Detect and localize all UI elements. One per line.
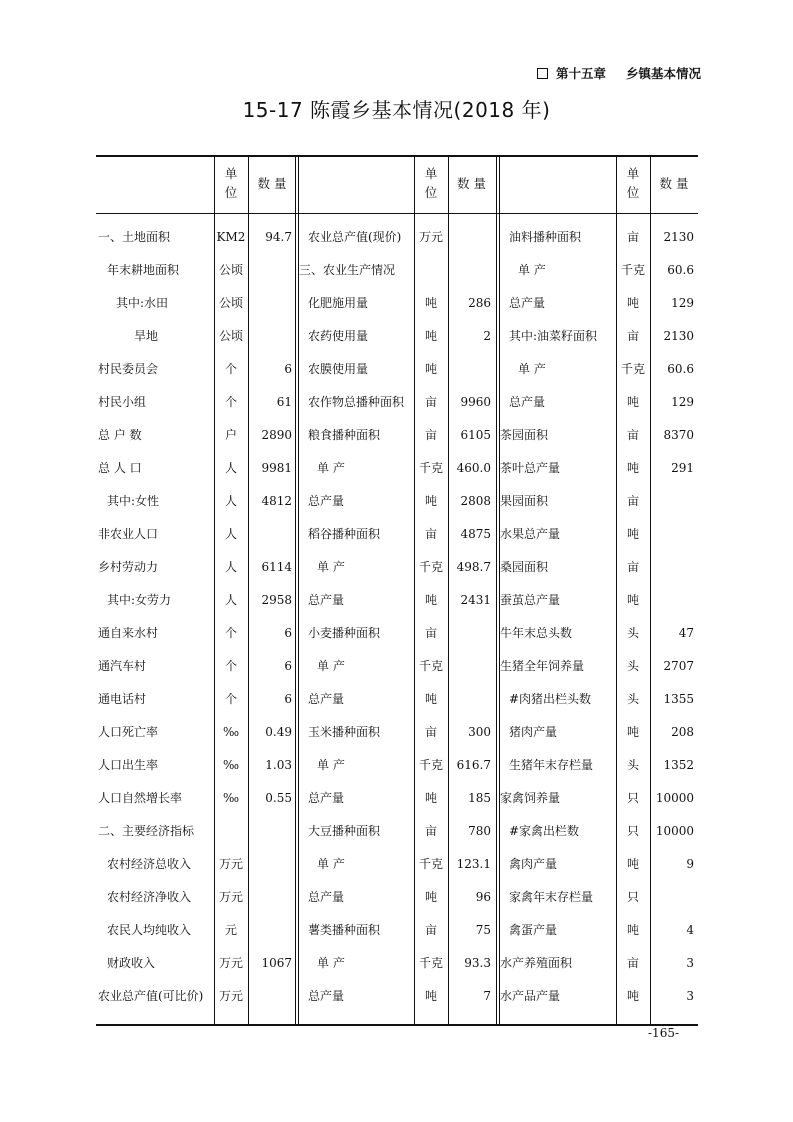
table-bottom-rule [96,1024,698,1026]
unit-cell: 亩 [626,329,639,343]
table-row [96,913,698,946]
quantity-cell: 1355 [663,691,694,706]
item-label: #肉猪出栏头数 [509,692,592,706]
item-label: 桑园面积 [500,560,549,574]
section-label: 乡镇基本情况 [625,66,701,81]
item-label: 单 产 [317,560,345,574]
unit-cell: 千克 [620,263,645,277]
quantity-cell: 4 [686,922,694,937]
quantity-cell: 460.0 [456,460,491,475]
item-label: 单 产 [317,956,345,970]
quantity-cell: 300 [468,724,491,739]
header-quantity: 数 量 [257,175,287,191]
item-label: 三、农业生产情况 [299,263,396,277]
unit-cell: 吨 [626,461,639,475]
unit-cell: 头 [626,692,639,706]
item-label: 小麦播种面积 [308,626,381,640]
quantity-cell: 94.7 [265,229,292,244]
table-row [96,781,698,814]
unit-cell: 千克 [418,758,443,772]
unit-cell: 公顷 [218,296,243,310]
table-row [96,616,698,649]
quantity-cell [650,517,694,550]
quantity-cell [248,253,292,286]
item-label: 牛年末总头数 [500,626,573,640]
unit-cell [214,814,248,847]
quantity-cell [650,583,694,616]
quantity-cell: 9981 [261,460,292,475]
unit-cell: 人 [224,461,237,475]
unit-cell: 吨 [424,362,437,376]
table-row [96,286,698,319]
item-label: 化肥施用量 [308,296,369,310]
unit-cell: 个 [224,395,237,409]
quantity-cell [248,979,292,1012]
table-header-rule [96,213,698,214]
item-label: 总产量 [509,395,546,409]
item-label: 家禽饲养量 [500,791,561,805]
quantity-cell: 6 [284,361,292,376]
item-label: 村民小组 [98,395,147,409]
unit-cell: 亩 [626,494,639,508]
quantity-cell: 208 [671,724,694,739]
item-label: 薯类播种面积 [308,923,381,937]
unit-cell: 头 [626,626,639,640]
quantity-cell [248,517,292,550]
table-row [96,946,698,979]
unit-cell: 只 [626,824,639,838]
item-label: 村民委员会 [98,362,159,376]
item-label: 茶园面积 [500,428,549,442]
unit-cell: 吨 [626,725,639,739]
unit-cell: 亩 [626,560,639,574]
unit-cell: 人 [224,494,237,508]
unit-cell: 吨 [626,989,639,1003]
quantity-cell [448,649,491,682]
quantity-cell: 61 [276,394,292,409]
item-label: 水产品产量 [500,989,561,1003]
item-label: 单 产 [317,857,345,871]
item-label: 一、土地面积 [98,230,171,244]
table-top-rule [96,155,698,157]
item-label: 农膜使用量 [308,362,369,376]
quantity-cell [248,319,292,352]
quantity-cell [248,880,292,913]
item-label: 年末耕地面积 [107,263,180,277]
item-label: 大豆播种面积 [308,824,381,838]
table-row [96,484,698,517]
unit-cell: 吨 [424,791,437,805]
quantity-cell [448,682,491,715]
item-label: 玉米播种面积 [308,725,381,739]
item-label: 总产量 [308,791,345,805]
quantity-cell: 60.6 [667,262,694,277]
quantity-cell [650,880,694,913]
table-row [96,385,698,418]
item-label: 乡村劳动力 [98,560,159,574]
item-label: 通汽车村 [98,659,147,673]
unit-cell: 吨 [424,989,437,1003]
quantity-cell: 123.1 [456,856,491,871]
quantity-cell: 6 [284,625,292,640]
item-label: 家禽年末存栏量 [509,890,594,904]
unit-cell: 亩 [424,626,437,640]
item-label: 单 产 [518,263,546,277]
item-label: 禽肉产量 [509,857,558,871]
item-label: 总产量 [308,692,345,706]
item-label: 油料播种面积 [509,230,582,244]
item-label: 单 产 [518,362,546,376]
quantity-cell [650,484,694,517]
header-unit: 单 位 [424,166,438,200]
table-row [96,880,698,913]
header-unit: 单 位 [224,166,238,200]
unit-cell: 吨 [626,923,639,937]
unit-cell: ‰ [222,790,240,805]
page-number: -165- [648,1026,680,1040]
quantity-cell: 1.03 [265,757,292,772]
unit-cell: 吨 [424,692,437,706]
unit-cell: 万元 [218,890,243,904]
item-label: 单 产 [317,758,345,772]
item-label: 总 人 口 [98,461,142,475]
item-label: 人口死亡率 [98,725,159,739]
item-label: 农民人均纯收入 [107,923,192,937]
header-quantity: 数 量 [659,175,689,191]
quantity-cell: 10000 [655,790,694,805]
item-label: 总产量 [308,890,345,904]
quantity-cell [248,913,292,946]
table-row [96,649,698,682]
quantity-cell: 10000 [655,823,694,838]
unit-cell: ‰ [222,724,240,739]
unit-cell: 吨 [424,329,437,343]
item-label: 生猪年末存栏量 [509,758,594,772]
quantity-cell: 0.49 [265,724,292,739]
unit-cell: 个 [224,362,237,376]
page-title: 15-17 陈霞乡基本情况(2018 年) [242,98,551,122]
quantity-cell: 96 [475,889,491,904]
item-label: 财政收入 [107,956,156,970]
item-label: 其中:油菜籽面积 [509,329,598,343]
unit-cell: 户 [224,428,237,442]
quantity-cell: 2130 [663,229,694,244]
item-label: 蚕茧总产量 [500,593,561,607]
item-label: 农药使用量 [308,329,369,343]
unit-cell: 亩 [424,527,437,541]
unit-cell: 元 [224,923,237,937]
quantity-cell [248,814,292,847]
quantity-cell: 3 [686,988,694,1003]
quantity-cell: 47 [678,625,694,640]
quantity-cell: 2958 [261,592,292,607]
item-label: 农业总产值(现价) [308,230,402,244]
table-row [96,814,698,847]
quantity-cell [448,253,491,286]
item-label: 水果总产量 [500,527,561,541]
unit-cell: 千克 [418,857,443,871]
quantity-cell: 6114 [261,559,292,574]
table-row [96,682,698,715]
header-unit: 单 位 [626,166,640,200]
quantity-cell: 286 [468,295,491,310]
unit-cell: 千克 [418,956,443,970]
unit-cell: 千克 [418,461,443,475]
table-row [96,418,698,451]
unit-cell: 吨 [626,527,639,541]
unit-cell: 人 [224,560,237,574]
unit-cell: 人 [224,593,237,607]
item-label: 总产量 [509,296,546,310]
unit-cell: KM2 [216,229,246,244]
unit-cell: 千克 [418,560,443,574]
item-label: 其中:女劳力 [107,593,172,607]
unit-cell: 吨 [626,296,639,310]
unit-cell: 只 [626,890,639,904]
unit-cell [414,253,448,286]
quantity-cell: 2890 [261,427,292,442]
unit-cell: 头 [626,659,639,673]
table-row [96,550,698,583]
quantity-cell: 0.55 [265,790,292,805]
quantity-cell: 6 [284,658,292,673]
quantity-cell: 93.3 [464,955,491,970]
item-label: 猪肉产量 [509,725,558,739]
table-row [96,583,698,616]
quantity-cell: 8370 [663,427,694,442]
square-icon [537,68,548,79]
item-label: 生猪全年饲养量 [500,659,585,673]
quantity-cell: 2808 [460,493,491,508]
unit-cell: 千克 [620,362,645,376]
item-label: 通电话村 [98,692,147,706]
item-label: 非农业人口 [98,527,159,541]
table-row [96,319,698,352]
unit-cell: 吨 [424,890,437,904]
quantity-cell: 9960 [460,394,491,409]
item-label: 水产养殖面积 [500,956,573,970]
unit-cell: 万元 [218,857,243,871]
unit-cell: 个 [224,626,237,640]
quantity-cell: 2 [483,328,491,343]
unit-cell: 个 [224,659,237,673]
item-label: 总 户 数 [98,428,142,442]
unit-cell: ‰ [222,757,240,772]
quantity-cell: 1352 [663,757,694,772]
item-label: 旱地 [134,329,159,343]
unit-cell: 亩 [626,956,639,970]
unit-cell: 亩 [424,395,437,409]
item-label: 通自来水村 [98,626,159,640]
item-label: 稻谷播种面积 [308,527,381,541]
quantity-cell: 185 [468,790,491,805]
quantity-cell: 7 [483,988,491,1003]
quantity-cell [448,220,491,253]
table-row [96,352,698,385]
item-label: 农村经济净收入 [107,890,192,904]
unit-cell: 亩 [424,725,437,739]
quantity-cell: 9 [686,856,694,871]
item-label: 农村经济总收入 [107,857,192,871]
quantity-cell: 4875 [460,526,491,541]
table-row [96,715,698,748]
unit-cell: 吨 [424,296,437,310]
quantity-cell: 75 [475,922,491,937]
item-label: 人口自然增长率 [98,791,183,805]
running-header [537,64,701,82]
item-label: 茶叶总产量 [500,461,561,475]
unit-cell: 个 [224,692,237,706]
unit-cell: 亩 [424,923,437,937]
unit-cell: 吨 [424,494,437,508]
quantity-cell: 60.6 [667,361,694,376]
unit-cell: 人 [224,527,237,541]
table-row [96,517,698,550]
item-label: 总产量 [308,593,345,607]
quantity-cell: 291 [671,460,694,475]
quantity-cell: 2130 [663,328,694,343]
unit-cell: 公顷 [218,329,243,343]
table-row [96,253,698,286]
table-row [96,847,698,880]
quantity-cell: 129 [671,394,694,409]
unit-cell: 只 [626,791,639,805]
unit-cell: 亩 [424,824,437,838]
quantity-cell: 1067 [261,955,292,970]
quantity-cell: 4812 [261,493,292,508]
quantity-cell [448,352,491,385]
quantity-cell: 2431 [460,592,491,607]
table-row [96,220,698,253]
unit-cell: 头 [626,758,639,772]
item-label: 其中:女性 [107,494,160,508]
quantity-cell: 3 [686,955,694,970]
item-label: 总产量 [308,989,345,1003]
quantity-cell: 780 [468,823,491,838]
table-row [96,979,698,1012]
unit-cell: 公顷 [218,263,243,277]
chapter-label: 第十五章 [555,66,606,81]
item-label: 单 产 [317,461,345,475]
unit-cell: 亩 [424,428,437,442]
item-label: 人口出生率 [98,758,159,772]
unit-cell: 万元 [218,956,243,970]
unit-cell: 吨 [424,593,437,607]
quantity-cell: 498.7 [456,559,491,574]
quantity-cell [248,286,292,319]
unit-cell: 千克 [418,659,443,673]
quantity-cell [248,847,292,880]
unit-cell: 吨 [626,593,639,607]
item-label: 禽蛋产量 [509,923,558,937]
quantity-cell [650,550,694,583]
unit-cell: 吨 [626,395,639,409]
unit-cell: 万元 [218,989,243,1003]
quantity-cell: 616.7 [456,757,491,772]
unit-cell: 亩 [626,428,639,442]
table-row [96,451,698,484]
item-label: 单 产 [317,659,345,673]
unit-cell: 吨 [626,857,639,871]
unit-cell: 亩 [626,230,639,244]
item-label: 农业总产值(可比价) [98,989,204,1003]
quantity-cell: 6105 [460,427,491,442]
quantity-cell: 129 [671,295,694,310]
item-label: 总产量 [308,494,345,508]
item-label: 粮食播种面积 [308,428,381,442]
header-quantity: 数 量 [457,175,486,191]
quantity-cell: 2707 [663,658,694,673]
item-label: #家禽出栏数 [509,824,580,838]
quantity-cell [448,616,491,649]
quantity-cell: 6 [284,691,292,706]
item-label: 二、主要经济指标 [98,824,195,838]
item-label: 农作物总播种面积 [308,395,405,409]
unit-cell: 万元 [418,230,443,244]
item-label: 其中:水田 [116,296,169,310]
table-row [96,748,698,781]
item-label: 果园面积 [500,494,549,508]
